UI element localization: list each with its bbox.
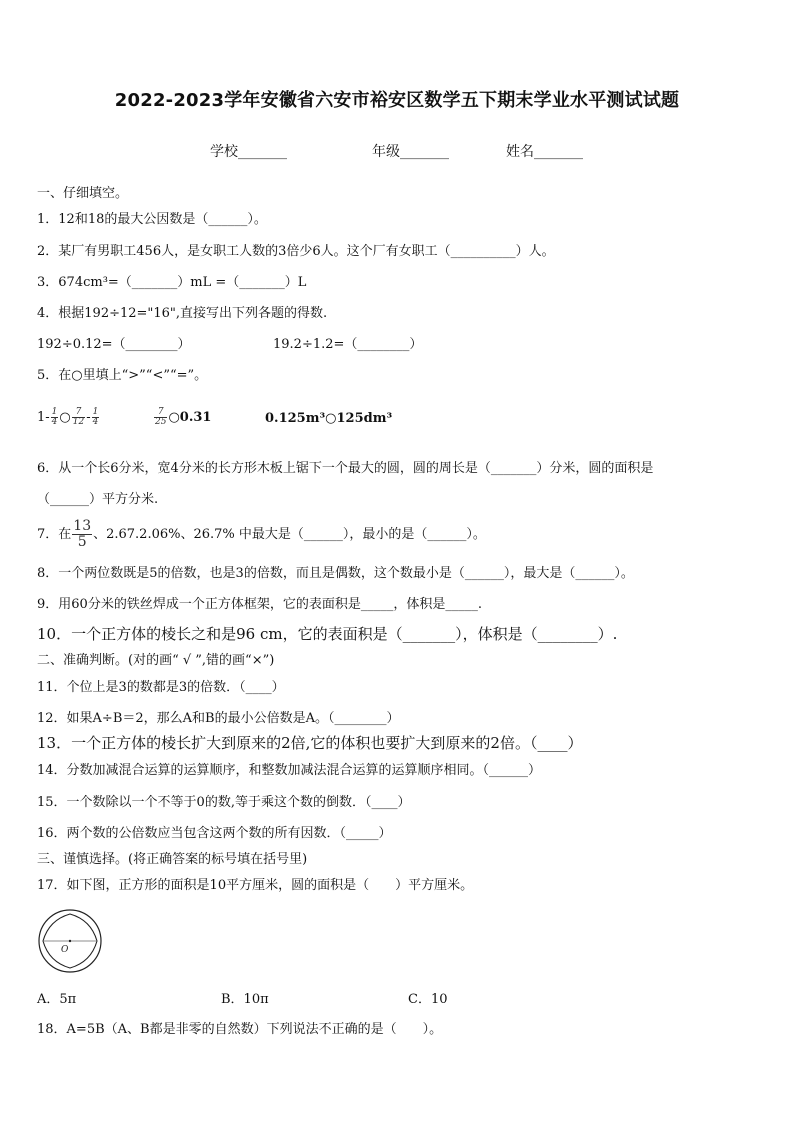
- question-8: 8．一个两位数既是5的倍数，也是3的倍数，而且是偶数，这个数最小是（______），最大是（______）。: [37, 566, 634, 581]
- question-6-line2: （______）平方分米.: [37, 492, 159, 507]
- section-1-heading: 一、仔细填空。: [37, 186, 129, 201]
- question-10: 10．一个正方体的棱长之和是96 cm，它的表面积是（_______），体积是（________）.: [37, 625, 618, 643]
- option-a[interactable]: A．5π: [37, 992, 77, 1007]
- question-3: 3．674cm³=（_______）mL =（_______）L: [37, 275, 307, 290]
- question-13: 13．一个正方体的棱长扩大到原来的2倍,它的体积也要扩大到原来的2倍。（____）: [37, 734, 583, 752]
- question-6-line1: 6．从一个长6分米，宽4分米的长方形木板上锯下一个最大的圆，圆的周长是（_______）分米，圆的面积是: [37, 461, 654, 476]
- option-c[interactable]: C．10: [408, 992, 448, 1007]
- question-16: 16．两个数的公倍数应当包含这两个数的所有因数．（_____）: [37, 826, 392, 841]
- question-5a: 1- $\frac{1}{4}$ ○ $\frac{7}{12}$ - $\frac{1}{4}$: [37, 407, 99, 427]
- section-3-heading: 三、谨慎选择。(将正确答案的标号填在括号里): [37, 852, 308, 867]
- fraction-1-4: $\frac{1}{4}$: [51, 407, 58, 427]
- question-4: 4．根据192÷12="16",直接写出下列各题的得数.: [37, 306, 328, 321]
- page-title: 2022-2023学年安徽省六安市裕安区数学五下期末学业水平测试试题: [114, 90, 680, 111]
- question-2: 2．某厂有男职工456人，是女职工人数的3倍少6人。这个厂有女职工（__________）人。: [37, 244, 555, 259]
- figure-center-label: O: [61, 945, 69, 955]
- question-5b: $\frac{7}{25}$ ○0.31: [155, 407, 212, 427]
- question-9: 9．用60分米的铁丝焊成一个正方体框架，它的表面积是_____，体积是_____.: [37, 597, 482, 612]
- section-2-heading: 二、准确判断。(对的画“ √ ”,错的画“×”): [37, 653, 275, 668]
- question-7: 7．在 $\frac{13}{5}$ 、2.67.2.06%、26.7% 中最大是（______），最小的是（______）。: [37, 518, 486, 550]
- question-17: 17．如下图，正方形的面积是10平方厘米，圆的面积是（ ）平方厘米。: [37, 878, 474, 893]
- question-4a: 192÷0.12=（________）: [37, 337, 191, 352]
- fraction-7-25: $\frac{7}{25}$: [155, 407, 167, 427]
- question-12: 12．如果A÷B＝2，那么A和B的最小公倍数是A。（________）: [37, 711, 400, 726]
- school-field[interactable]: 学校_______: [210, 144, 287, 160]
- question-1: 1．12和18的最大公因数是（______）。: [37, 212, 267, 227]
- figure-center: [69, 940, 71, 942]
- question-15: 15．一个数除以一个不等于0的数,等于乘这个数的倒数．（____）: [37, 795, 411, 810]
- question-4b: 19.2÷1.2=（________）: [273, 337, 423, 352]
- question-14: 14．分数加减混合运算的运算顺序，和整数加减法混合运算的运算顺序相同。（______）: [37, 763, 542, 778]
- fraction-7-12: $\frac{7}{12}$: [72, 407, 85, 427]
- question-5c: 0.125m³○125dm³: [265, 411, 393, 426]
- question-18: 18．A=5B（A、B都是非零的自然数）下列说法不正确的是（ ）。: [37, 1022, 443, 1037]
- question-5: 5．在○里填上“>”“<”“=”。: [37, 368, 208, 383]
- name-field[interactable]: 姓名_______: [506, 144, 583, 160]
- fraction-13-5: $\frac{13}{5}$: [73, 518, 92, 550]
- compare-circle: ○: [59, 410, 71, 425]
- fraction-1-4-b: $\frac{1}{4}$: [92, 407, 99, 427]
- grade-field[interactable]: 年级_______: [372, 144, 449, 160]
- circle-square-figure: [36, 906, 106, 976]
- question-11: 11．个位上是3的数都是3的倍数．（____）: [37, 680, 285, 695]
- q5a-prefix: 1-: [37, 410, 50, 425]
- option-b[interactable]: B．10π: [221, 992, 269, 1007]
